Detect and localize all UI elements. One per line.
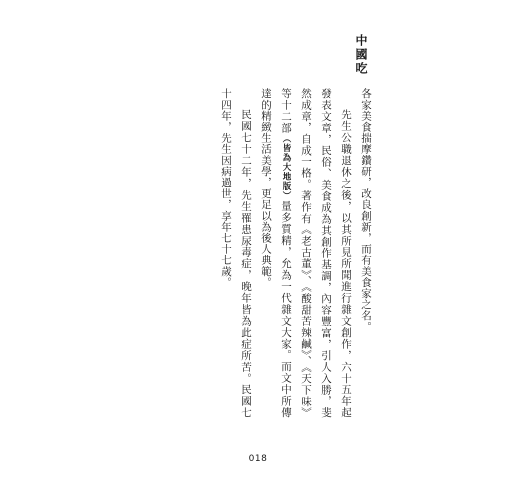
page-number: 018 <box>248 454 268 464</box>
paragraph <box>256 88 356 418</box>
paragraph-text: 各家美食揣摩鑽研，改良創新，而有美食家之名。 <box>360 88 372 333</box>
paragraph <box>216 88 256 418</box>
body-text <box>178 88 376 418</box>
publisher-note: （皆為大地版） <box>281 133 291 201</box>
paragraph-text: 先生公職退休之後，以其所見所聞進行雜文創作，六十五年起發表文章，民俗、美食成為其創作基調，內容豐富，引人入勝，斐然成章，自成一格。著作有《老古董》、《酸甜苦辣鹹》、《天下味》等十二部 <box>280 88 352 418</box>
paragraph <box>356 88 376 418</box>
paragraph-text: 量多質精，允為一代雜文大家。而文中所傳達的精緻生活美學，更足以為後人典範。 <box>260 88 292 418</box>
paragraph-text: 民國七十二年，先生罹患尿毒症，晚年皆為此症所苦。民國七十四年，先生因病過世，享年七十七歲。 <box>220 88 252 418</box>
running-head: 中國吃 <box>354 34 368 76</box>
